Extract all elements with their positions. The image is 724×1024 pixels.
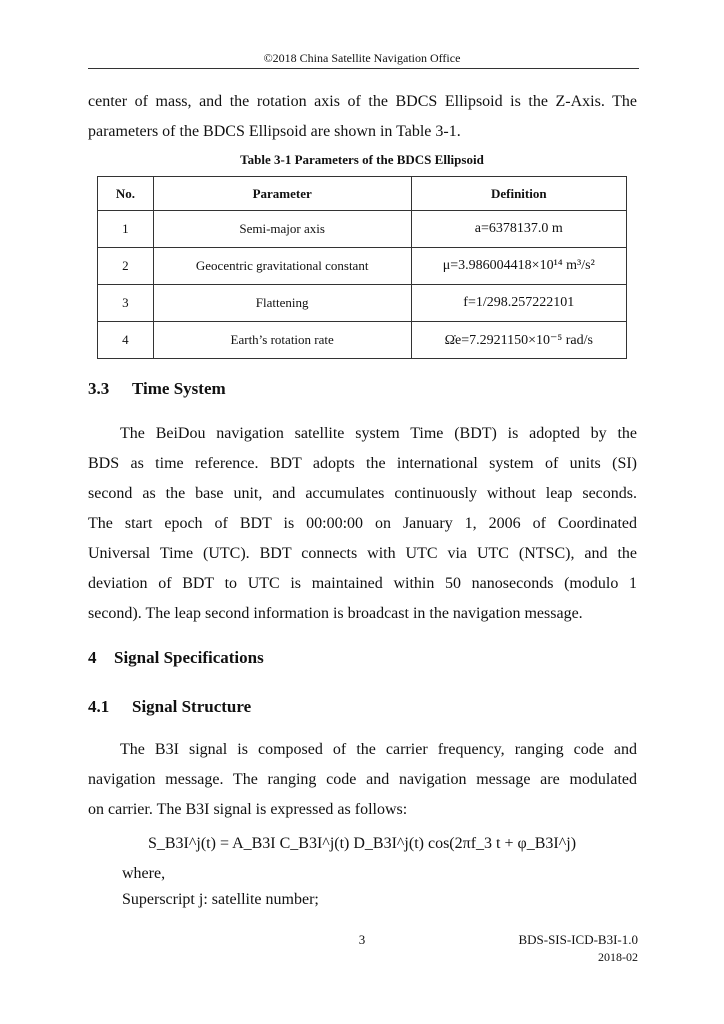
cell-no: 1: [98, 211, 154, 248]
cell-no: 3: [98, 285, 154, 322]
where-label: where,: [122, 865, 166, 882]
header-divider: [88, 68, 639, 69]
page-header: ©2018 China Satellite Navigation Office: [263, 51, 461, 65]
cell-definition: Ω̇e=7.2921150×10⁻⁵ rad/s: [411, 322, 626, 359]
paragraph-line: second). The leap second information is broadcast in the navigation message.: [88, 605, 583, 622]
paragraph-line: BDS as time reference. BDT adopts the international system of units (SI): [88, 455, 637, 472]
intro-line: center of mass, and the rotation axis of the BDCS Ellipsoid is the Z-Axis. The: [88, 93, 637, 110]
time-system-paragraph: [88, 419, 637, 629]
cell-definition: μ=3.986004418×10¹⁴ m³/s²: [411, 248, 626, 285]
paragraph-line: on carrier. The B3I signal is expressed as follows:: [88, 801, 408, 818]
cell-definition: a=6378137.0 m: [411, 211, 626, 248]
cell-definition: f=1/298.257222101: [411, 285, 626, 322]
column-header-definition: Definition: [411, 177, 626, 211]
section-number: 4: [88, 648, 97, 667]
section-heading-4: [88, 648, 264, 668]
signal-formula: S_B3I^j(t) = A_B3I C_B3I^j(t) D_B3I^j(t) cos(2πf_3 t + φ_B3I^j): [147, 835, 577, 852]
section-heading-4-1: [88, 697, 251, 717]
section-number: 4.1: [88, 697, 110, 716]
section-title: Time System: [132, 379, 226, 398]
cell-no: 4: [98, 322, 154, 359]
paragraph-line: Universal Time (UTC). BDT connects with UTC via UTC (NTSC), and the: [88, 545, 637, 562]
section-number: 3.3: [88, 379, 110, 398]
intro-line: parameters of the BDCS Ellipsoid are shown in Table 3-1.: [88, 123, 461, 140]
parameters-table: [97, 176, 627, 359]
intro-paragraph: [88, 87, 637, 147]
section-title: Signal Structure: [132, 697, 252, 716]
document-id: BDS-SIS-ICD-B3I-1.0: [518, 932, 638, 947]
paragraph-line: deviation of BDT to UTC is maintained within 50 nanoseconds (modulo 1: [88, 575, 637, 592]
superscript-note: Superscript j: satellite number;: [122, 891, 319, 908]
column-header-no: No.: [98, 177, 154, 211]
cell-parameter: Earth’s rotation rate: [153, 322, 411, 359]
page-number: 3: [358, 932, 366, 947]
table-row: [98, 248, 627, 285]
signal-structure-paragraph: [88, 735, 637, 825]
cell-parameter: Flattening: [153, 285, 411, 322]
document-date: 2018-02: [598, 950, 638, 964]
table-header-row: [98, 177, 627, 211]
cell-parameter: Geocentric gravitational constant: [153, 248, 411, 285]
table-row: [98, 322, 627, 359]
section-title: Signal Specifications: [114, 648, 264, 667]
paragraph-line: The BeiDou navigation satellite system Time (BDT) is adopted by the: [120, 425, 637, 442]
paragraph-line: navigation message. The ranging code and navigation message are modulated: [88, 771, 637, 788]
paragraph-line: The start epoch of BDT is 00:00:00 on January 1, 2006 of Coordinated: [88, 515, 637, 532]
column-header-parameter: Parameter: [153, 177, 411, 211]
table-row: [98, 285, 627, 322]
paragraph-line: second as the base unit, and accumulates continuously without leap seconds.: [88, 485, 637, 502]
cell-parameter: Semi-major axis: [153, 211, 411, 248]
section-heading-3-3: [88, 379, 226, 399]
cell-no: 2: [98, 248, 154, 285]
table-caption: Table 3-1 Parameters of the BDCS Ellipsoid: [240, 152, 484, 167]
table-row: [98, 211, 627, 248]
paragraph-line: The B3I signal is composed of the carrier frequency, ranging code and: [120, 741, 637, 758]
